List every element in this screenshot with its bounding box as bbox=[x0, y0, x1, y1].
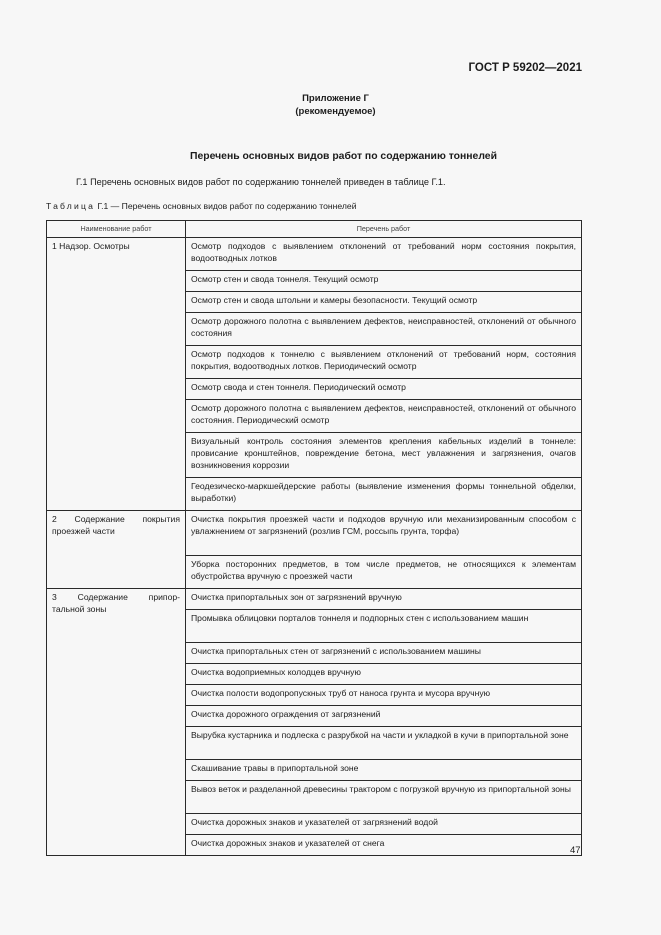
work-cell: Очистка припортальных стен от загрязнений с использованием машины bbox=[186, 643, 582, 664]
work-cell: Очистка водоприемных колодцев вручную bbox=[186, 664, 582, 685]
work-cell: Скашивание травы в припортальной зоне bbox=[186, 760, 582, 781]
work-cell: Геодезическо-маркшейдерские работы (выявление изменения формы тоннельной обделки, выработки) bbox=[186, 478, 582, 511]
appendix-heading bbox=[0, 92, 661, 118]
work-cell: Очистка дорожного ограждения от загрязнений bbox=[186, 706, 582, 727]
group-name-line: тальной зоны bbox=[52, 604, 107, 614]
group-name-cell bbox=[47, 589, 186, 856]
appendix-title: Приложение Г bbox=[302, 93, 369, 104]
work-cell: Вывоз веток и разделанной древесины трактором с погрузкой вручную из припортальной зоны bbox=[186, 781, 582, 814]
table-row bbox=[47, 238, 582, 271]
works-table bbox=[46, 220, 582, 856]
table-caption-text: Г.1 — Перечень основных видов работ по содержанию тоннелей bbox=[97, 201, 357, 211]
work-cell: Очистка дорожных знаков и указателей от снега bbox=[186, 835, 582, 856]
table-header-row bbox=[47, 221, 582, 238]
intro-paragraph: Г.1 Перечень основных видов работ по содержанию тоннелей приведен в таблице Г.1. bbox=[76, 177, 446, 187]
group-name-line: 3 Содержание припор- bbox=[52, 592, 180, 602]
group-name-line: проезжей части bbox=[52, 526, 115, 536]
work-cell: Очистка покрытия проезжей части и подходов вручную или механизированным способом с увлажнением от загрязнений (розлив ГСМ, россыпь грунта, торфа) bbox=[186, 511, 582, 556]
group-name-cell bbox=[47, 238, 186, 511]
table-row bbox=[47, 589, 582, 610]
work-cell: Осмотр подходов с выявлением отклонений от требований норм состояния покрытия, водоотводных лотков bbox=[186, 238, 582, 271]
work-cell: Осмотр свода и стен тоннеля. Периодический осмотр bbox=[186, 379, 582, 400]
group-name-cell bbox=[47, 511, 186, 589]
document-title: Перечень основных видов работ по содержанию тоннелей bbox=[190, 151, 497, 162]
work-cell: Промывка облицовки порталов тоннеля и подпорных стен с использованием машин bbox=[186, 610, 582, 643]
work-cell: Визуальный контроль состояния элементов крепления кабельных изделий в тоннеле: провисание кронштейнов, повреждение бетона, мест увлажнения и загрязнения, очагов возникновения коррозии bbox=[186, 433, 582, 478]
group-name-line: 1 Надзор. Осмотры bbox=[52, 241, 130, 251]
work-cell: Очистка полости водопропускных труб от наноса грунта и мусора вручную bbox=[186, 685, 582, 706]
group-name-line: 2 Содержание покрытия bbox=[52, 514, 180, 524]
work-cell: Очистка припортальных зон от загрязнений вручную bbox=[186, 589, 582, 610]
appendix-subtitle: (рекомендуемое) bbox=[295, 106, 376, 117]
table-caption-prefix: Таблица bbox=[46, 201, 96, 211]
work-cell: Осмотр подходов к тоннелю с выявлением отклонений от требований норм, состояния покрытия, водоотводных лотков. Периодический осмотр bbox=[186, 346, 582, 379]
header-work-list: Перечень работ bbox=[186, 221, 582, 238]
work-cell: Очистка дорожных знаков и указателей от загрязнений водой bbox=[186, 814, 582, 835]
work-cell: Осмотр стен и свода тоннеля. Текущий осмотр bbox=[186, 271, 582, 292]
work-cell: Осмотр дорожного полотна с выявлением дефектов, неисправностей, отклонений от обычного состояния bbox=[186, 313, 582, 346]
document-code: ГОСТ Р 59202—2021 bbox=[468, 62, 582, 74]
header-work-name: Наименование работ bbox=[47, 221, 186, 238]
work-cell: Вырубка кустарника и подлеска с разрубкой на части и укладкой в кучи в припортальной зоне bbox=[186, 727, 582, 760]
page-number: 47 bbox=[570, 845, 581, 856]
work-cell: Осмотр стен и свода штольни и камеры безопасности. Текущий осмотр bbox=[186, 292, 582, 313]
table-caption bbox=[46, 201, 357, 211]
table-row bbox=[47, 511, 582, 556]
work-cell: Уборка посторонних предметов, в том числе предметов, не относящихся к элементам обустройства вручную с проезжей части bbox=[186, 556, 582, 589]
work-cell: Осмотр дорожного полотна с выявлением дефектов, неисправностей, отклонений от обычного состояния. Периодический осмотр bbox=[186, 400, 582, 433]
